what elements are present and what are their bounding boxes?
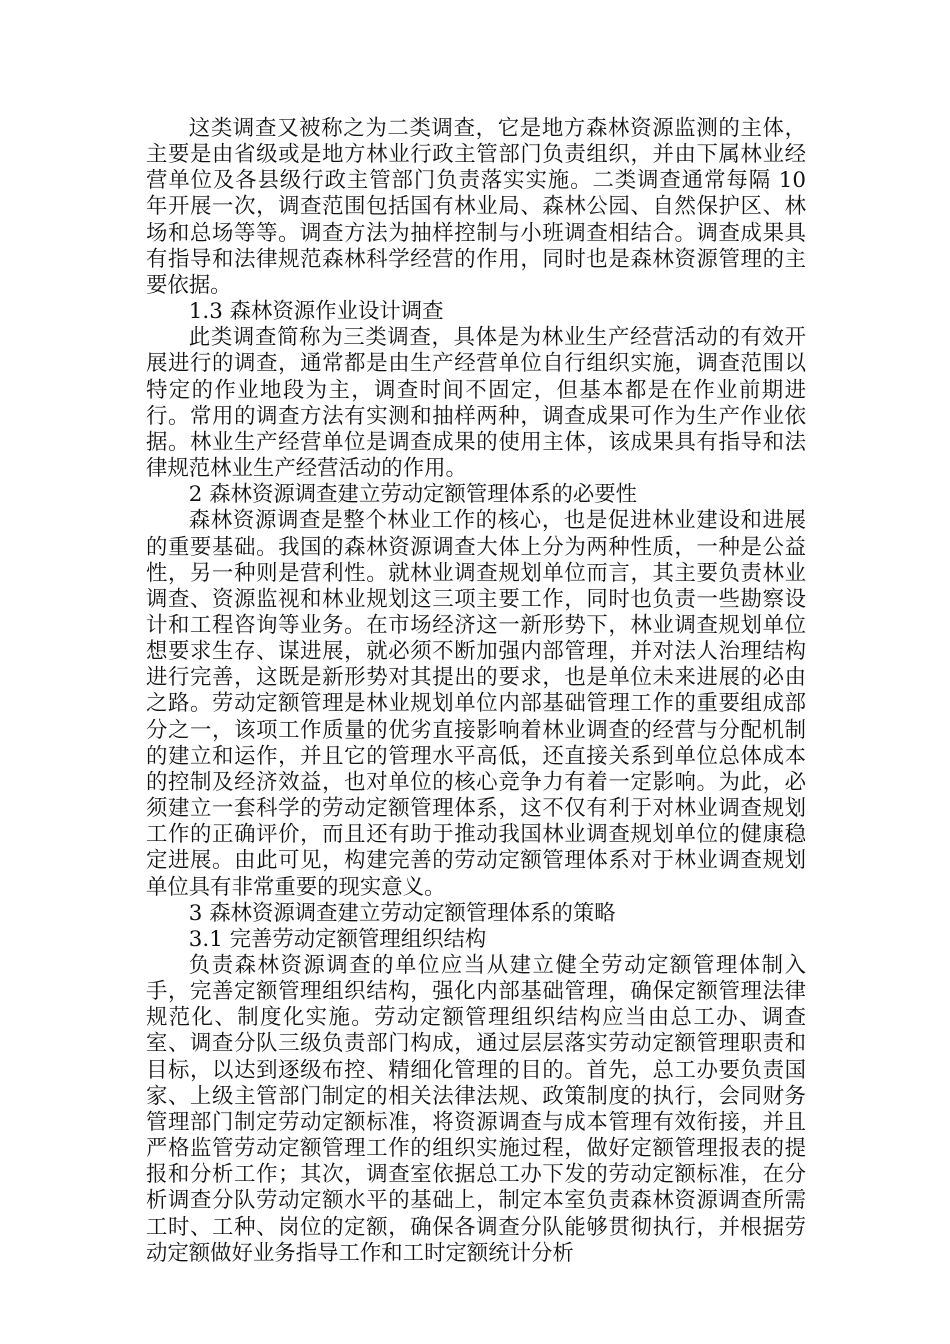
paragraph-survey-class-two: 这类调查又被称之为二类调查，它是地方森林资源监测的主体，主要是由省级或是地方林业行政主管部门负责组织，并由下属林业经营单位及各县级行政主管部门负责落实实施。二类调查通常每隔 10 年开展一次，调查范围包括国有林业局、森林公园、自然保护区、林场和总场等等。调查方法为抽样控制与小班调查相结合。调查成果具有指导和法律规范森林科学经营的作用，同时也是森林资源管理的主要依据。 xyxy=(146,116,806,298)
paragraph-organization-structure: 负责森林资源调查的单位应当从建立健全劳动定额管理体制入手，完善定额管理组织结构，强化内部基础管理，确保定额管理法律规范化、制度化实施。劳动定额管理组织结构应当由总工办、调查室、调查分队三级负责部门构成，通过层层落实劳动定额管理职责和目标，以达到逐级布控、精细化管理的目的。首先，总工办要负责国家、上级主管部门制定的相关法律法规、政策制度的执行，会同财务管理部门制定劳动定额标准，将资源调查与成本管理有效衔接，并且严格监管劳动定额管理工作的组织实施过程，做好定额管理报表的提报和分析工作；其次，调查室依据总工办下发的劳动定额标准，在分析调查分队劳动定额水平的基础上，制定本室负责森林资源调查所需工时、工种、岗位的定额，确保各调查分队能够贯彻执行，并根据劳动定额做好业务指导工作和工时定额统计分析 xyxy=(146,953,806,1266)
paragraph-necessity: 森林资源调查是整个林业工作的核心，也是促进林业建设和进展的重要基础。我国的森林资源调查大体上分为两种性质，一种是公益性，另一种则是营利性。就林业调查规划单位而言，其主要负责林业调查、资源监视和林业规划这三项主要工作，同时也负责一些勘察设计和工程咨询等业务。在市场经济这一新形势下，林业调查规划单位想要求生存、谋进展，就必须不断加强内部管理，并对法人治理结构进行完善，这既是新形势对其提出的要求，也是单位未来进展的必由之路。劳动定额管理是林业规划单位内部基础管理工作的重要组成部分之一，该项工作质量的优劣直接影响着林业调查的经营与分配机制的建立和运作，并且它的管理水平高低，还直接关系到单位总体成本的控制及经济效益，也对单位的核心竞争力有着一定影响。为此，必须建立一套科学的劳动定额管理体系，这不仅有利于对林业调查规划工作的正确评价，而且还有助于推动我国林业调查规划单位的健康稳定进展。由此可见，构建完善的劳动定额管理体系对于林业调查规划单位具有非常重要的现实意义。 xyxy=(146,508,806,900)
heading-2: 2 森林资源调查建立劳动定额管理体系的必要性 xyxy=(188,482,638,508)
paragraph-survey-class-three: 此类调查简称为三类调查，具体是为林业生产经营活动的有效开展进行的调查，通常都是由生产经营单位自行组织实施，调查范围以特定的作业地段为主，调查时间不固定，但基本都是在作业前期进行。常用的调查方法有实测和抽样两种，调查成果可作为生产作业依据。林业生产经营单位是调查成果的使用主体，该成果具有指导和法律规范林业生产经营活动的作用。 xyxy=(146,325,806,482)
document-body xyxy=(146,116,806,1267)
heading-3-1: 3.1 完善劳动定额管理组织结构 xyxy=(188,926,487,952)
heading-3: 3 森林资源调查建立劳动定额管理体系的策略 xyxy=(188,900,616,926)
heading-1-3: 1.3 森林资源作业设计调查 xyxy=(188,299,444,325)
